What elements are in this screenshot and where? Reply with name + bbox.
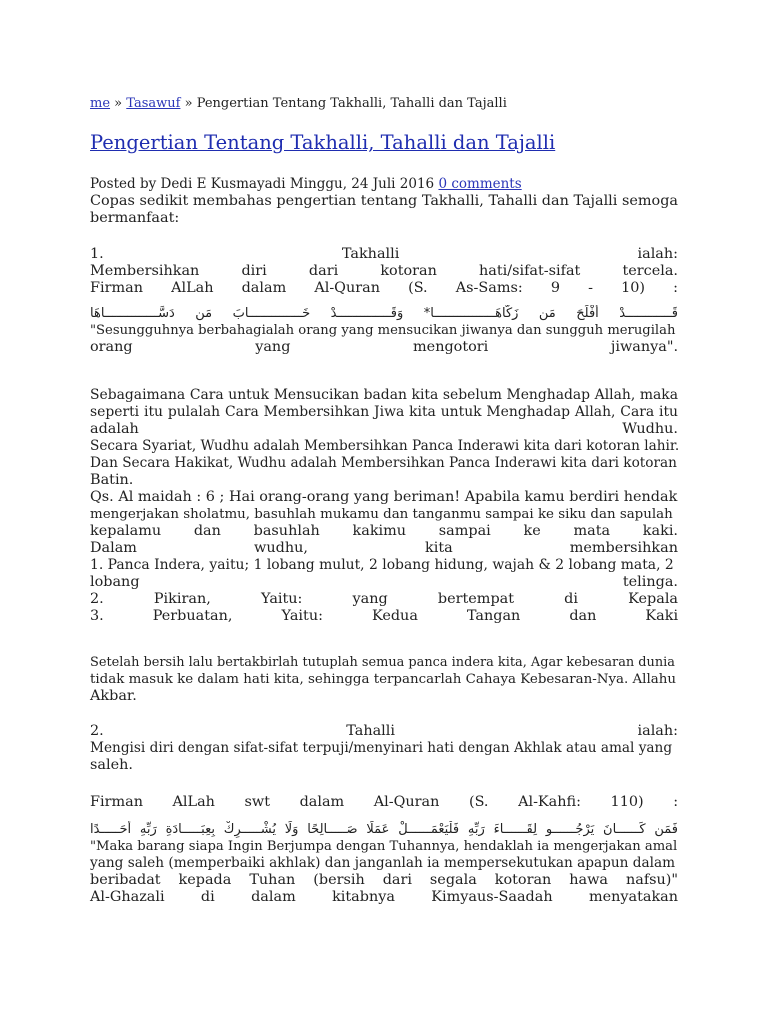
text-line: Secara Syariat, Wudhu adalah Membersihkan Panca Inderawi kita dari kotoran lahir. bbox=[90, 438, 680, 454]
section-number: 1. bbox=[90, 246, 104, 262]
arabic-verse: قَــــــــــــدْ أَفْلَحَ مَن زَكَّاهَــــــــــــــــا* وَقَــــــــــــــدْ خَــــــــــــــابَ مَن دَسَّــــــــــــــاهَا bbox=[90, 306, 678, 321]
section-takhalli bbox=[90, 246, 678, 356]
text-line: Akbar. bbox=[90, 688, 137, 704]
word: nafsu)" bbox=[625, 872, 679, 888]
arabic-verse: فَمَن كَــــــانَ يَرْجُــــــو لِقَــــــاءَ رَبِّهِ فَلْيَعْمَــــــلْ عَمَلًا صَـــــالِحًا وَلَا يُشْـــــرِكْ بِعِبَـــــادَةِ رَبِّهِ أَحَـــــدًا bbox=[90, 822, 678, 837]
translation-line: "Maka barang siapa Ingin Berjumpa dengan Tuhannya, hendaklah ia mengerjakan amal bbox=[90, 839, 678, 854]
section-ialah: ialah: bbox=[637, 246, 678, 262]
text-line: seperti itu pulalah Cara Membersihkan Jiwa kita untuk Menghadap Allah, Cara itu bbox=[90, 404, 678, 420]
word: ke bbox=[523, 523, 541, 539]
text-line: tidak masuk ke dalam hati kita, sehingga terpancarlah Cahaya Kebesaran-Nya. Allahu bbox=[90, 672, 676, 687]
text-line: Batin. bbox=[90, 472, 134, 488]
word: 10) bbox=[621, 280, 646, 296]
word: Firman bbox=[90, 280, 143, 296]
text-line bbox=[90, 339, 678, 356]
word: swt bbox=[244, 794, 270, 810]
breadcrumb-home-link[interactable]: me bbox=[90, 96, 111, 111]
word: Perbuatan, bbox=[152, 608, 233, 624]
word: hawa bbox=[569, 872, 609, 888]
word: Kimyaus-Saadah bbox=[431, 889, 553, 905]
word: Wudhu. bbox=[622, 421, 678, 437]
section-heading bbox=[90, 723, 678, 740]
word: hati/sifat-sifat bbox=[479, 263, 581, 279]
word: Al-Quran bbox=[314, 280, 380, 296]
section-term: Takhalli bbox=[341, 246, 400, 262]
word: dari bbox=[382, 872, 412, 888]
word: dalam bbox=[251, 889, 296, 905]
text-line bbox=[90, 608, 678, 625]
section-ialah: ialah: bbox=[637, 723, 678, 739]
word: 3. bbox=[90, 608, 104, 624]
word: mata bbox=[573, 523, 611, 539]
section-heading bbox=[90, 246, 678, 263]
text-line: Dan Secara Hakikat, Wudhu adalah Membersihkan Panca Inderawi kita dari kotoran bbox=[90, 455, 677, 471]
takbir-paragraph bbox=[90, 654, 678, 705]
section-tahalli bbox=[90, 723, 678, 774]
breadcrumb-separator: » bbox=[184, 96, 193, 111]
wudhu-paragraph bbox=[90, 387, 678, 625]
word: kaki. bbox=[642, 523, 678, 539]
word: yang bbox=[352, 591, 388, 607]
word: Yaitu: bbox=[260, 591, 303, 607]
post-body bbox=[90, 193, 678, 227]
text-line: 1. Panca Indera, yaitu; 1 lobang mulut, 2 lobang hidung, wajah & 2 lobang mata, 2 bbox=[90, 557, 674, 573]
text-line bbox=[90, 540, 678, 557]
word: dalam bbox=[299, 794, 345, 810]
word: - bbox=[588, 280, 593, 296]
word: Dalam bbox=[90, 540, 137, 556]
word: Tangan bbox=[466, 608, 521, 624]
post-meta bbox=[90, 176, 678, 193]
translation-line: yang saleh (memperbaiki akhlak) dan janganlah ia mempersekutukan apapun dalam bbox=[90, 855, 676, 871]
word: Al-Kahfi: bbox=[518, 794, 581, 810]
text-line: mengerjakan sholatmu, basuhlah mukamu dan tanganmu sampai ke siku dan sapulah bbox=[90, 507, 673, 522]
word: 2. bbox=[90, 591, 104, 607]
word: di bbox=[200, 889, 215, 905]
word: wudhu, bbox=[254, 540, 308, 556]
word: basuhlah bbox=[253, 523, 320, 539]
comments-link[interactable]: 0 comments bbox=[438, 176, 522, 192]
word: Kaki bbox=[645, 608, 679, 624]
word: beribadat bbox=[90, 872, 161, 888]
word: dan bbox=[569, 608, 597, 624]
word: di bbox=[564, 591, 578, 607]
intro-paragraph: Copas sedikit membahas pengertian tentang Takhalli, Tahalli dan Tajalli semoga bermanfaat: bbox=[90, 193, 678, 226]
word: : bbox=[673, 280, 678, 296]
section-number: 2. bbox=[90, 723, 104, 739]
text-line: Setelah bersih lalu bertakbirlah tutuplah semua panca indera kita, Agar kebesaran dunia bbox=[90, 655, 675, 670]
word: telinga. bbox=[622, 574, 678, 590]
word: (S. bbox=[468, 794, 489, 810]
text-line bbox=[90, 794, 678, 811]
word: kotoran bbox=[380, 263, 437, 279]
text-line: Sebagaimana Cara untuk Mensucikan badan kita sebelum Menghadap Allah, maka bbox=[90, 387, 678, 403]
word: segala bbox=[429, 872, 477, 888]
word: Kedua bbox=[371, 608, 418, 624]
word: kakimu bbox=[352, 523, 407, 539]
breadcrumb bbox=[90, 95, 678, 112]
word: lobang bbox=[90, 574, 140, 590]
text-line bbox=[90, 591, 678, 608]
word: Yaitu: bbox=[281, 608, 323, 624]
word: kitabnya bbox=[332, 889, 395, 905]
word: Tuhan bbox=[249, 872, 296, 888]
word: dari bbox=[308, 263, 339, 279]
word: kepada bbox=[178, 872, 232, 888]
word: membersihkan bbox=[569, 540, 678, 556]
text-line: Qs. Al maidah : 6 ; Hai orang-orang yang beriman! Apabila kamu berdiri hendak bbox=[90, 489, 678, 505]
word: bertempat bbox=[437, 591, 515, 607]
text-line bbox=[90, 263, 678, 280]
word: adalah bbox=[90, 421, 139, 437]
word: kepalamu bbox=[90, 523, 162, 539]
word: Pikiran, bbox=[153, 591, 211, 607]
text-line: saleh. bbox=[90, 757, 133, 773]
text-line bbox=[90, 574, 678, 591]
word: mengotori bbox=[413, 339, 489, 355]
word: jiwanya". bbox=[610, 339, 679, 355]
word: yang bbox=[255, 339, 291, 355]
word: sampai bbox=[438, 523, 491, 539]
breadcrumb-separator: » bbox=[114, 96, 123, 111]
word: diri bbox=[241, 263, 267, 279]
word: dalam bbox=[241, 280, 287, 296]
word: AlLah bbox=[171, 280, 214, 296]
text-line bbox=[90, 872, 678, 889]
text-line bbox=[90, 523, 678, 540]
text-line: Mengisi diri dengan sifat-sifat terpuji/menyinari hati dengan Akhlak atau amal yang bbox=[90, 740, 673, 756]
text-line bbox=[90, 421, 678, 438]
word: Al-Ghazali bbox=[90, 889, 165, 905]
word: menyatakan bbox=[588, 889, 679, 905]
section-term: Tahalli bbox=[346, 723, 395, 739]
word: Membersihkan bbox=[90, 263, 200, 279]
word: kita bbox=[425, 540, 453, 556]
breadcrumb-current: Pengertian Tentang Takhalli, Tahalli dan Tajalli bbox=[196, 96, 507, 111]
word: Kepala bbox=[628, 591, 678, 607]
word: 110) bbox=[610, 794, 644, 810]
word: dan bbox=[193, 523, 221, 539]
word: As-Sams: bbox=[455, 280, 523, 296]
section-tahalli-firman bbox=[90, 794, 678, 906]
breadcrumb-category-link[interactable]: Tasawuf bbox=[126, 96, 181, 111]
word: tercela. bbox=[622, 263, 678, 279]
word: (S. bbox=[408, 280, 428, 296]
translation-line: "Sesungguhnya berbahagialah orang yang mensucikan jiwanya dan sungguh merugilah bbox=[90, 323, 676, 338]
word: 9 bbox=[550, 280, 560, 296]
word: Al-Quran bbox=[373, 794, 440, 810]
word: orang bbox=[90, 339, 133, 355]
word: : bbox=[673, 794, 679, 810]
word: (bersih bbox=[313, 872, 365, 888]
text-line bbox=[90, 280, 678, 297]
post-title[interactable]: Pengertian Tentang Takhalli, Tahalli dan Tajalli bbox=[90, 131, 556, 154]
word: kotoran bbox=[494, 872, 552, 888]
word: Firman bbox=[90, 794, 143, 810]
text-line bbox=[90, 889, 678, 906]
word: AlLah bbox=[172, 794, 215, 810]
posted-by-text: Posted by Dedi E Kusmayadi Minggu, 24 Juli 2016 bbox=[90, 176, 435, 192]
